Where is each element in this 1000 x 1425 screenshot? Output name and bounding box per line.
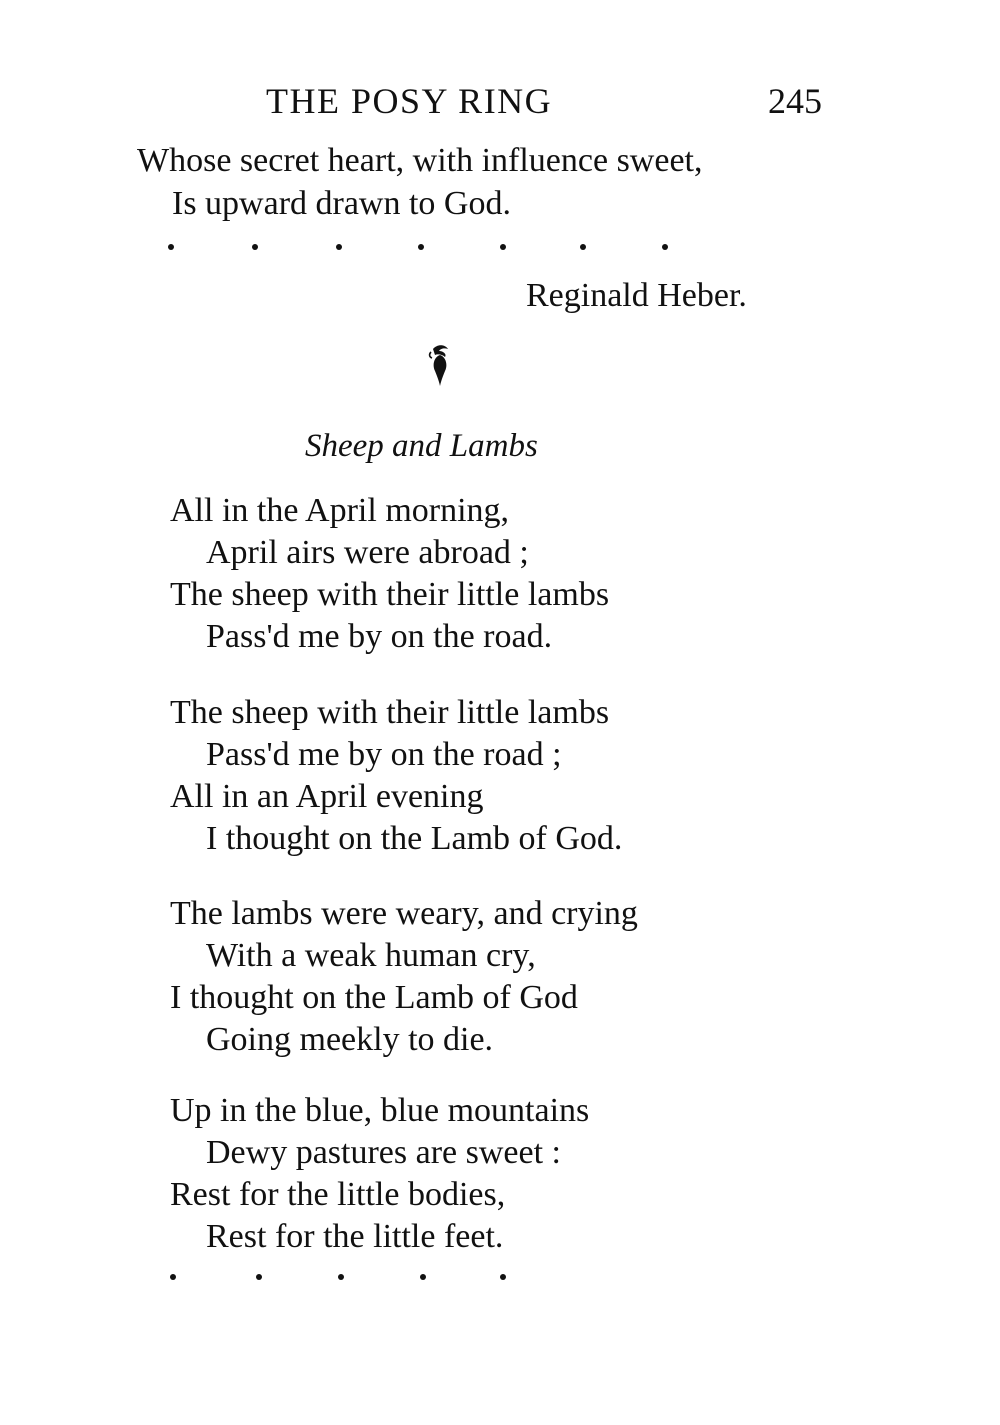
previous-poem-line: Is upward drawn to God. <box>172 185 511 222</box>
ellipsis-dots <box>168 244 688 254</box>
stanza <box>170 490 609 658</box>
floral-ornament-icon <box>425 343 455 387</box>
ellipsis-dots <box>170 1274 510 1284</box>
poem-line: Dewy pastures are sweet : <box>206 1134 561 1171</box>
poem-line: I thought on the Lamb of God <box>170 979 578 1016</box>
poem-line: Up in the blue, blue mountains <box>170 1092 590 1129</box>
poem-line: Pass'd me by on the road ; <box>206 736 562 773</box>
poem-line: Pass'd me by on the road. <box>206 618 553 655</box>
poem-line: The sheep with their little lambs <box>170 694 610 731</box>
page-number: 245 <box>768 81 822 121</box>
running-head: THE POSY RING <box>266 81 553 121</box>
poem-line: Rest for the little feet. <box>206 1218 504 1255</box>
poem-title: Sheep and Lambs <box>305 428 538 464</box>
poem-line: I thought on the Lamb of God. <box>206 820 623 857</box>
previous-poem-line: Whose secret heart, with influence sweet, <box>137 142 703 179</box>
poem-line: With a weak human cry, <box>206 937 536 974</box>
poem-line: All in an April evening <box>170 778 484 815</box>
poem-line: Rest for the little bodies, <box>170 1176 506 1213</box>
stanza <box>170 1090 589 1258</box>
attribution: Reginald Heber. <box>526 277 747 314</box>
stanza <box>170 692 622 860</box>
poem-line: All in the April morning, <box>170 492 510 529</box>
poem-line: The sheep with their little lambs <box>170 576 610 613</box>
stanza <box>170 893 638 1061</box>
poem-line: Going meekly to die. <box>206 1021 494 1058</box>
poem-line: The lambs were weary, and crying <box>170 895 638 932</box>
poem-line: April airs were abroad ; <box>206 534 529 571</box>
